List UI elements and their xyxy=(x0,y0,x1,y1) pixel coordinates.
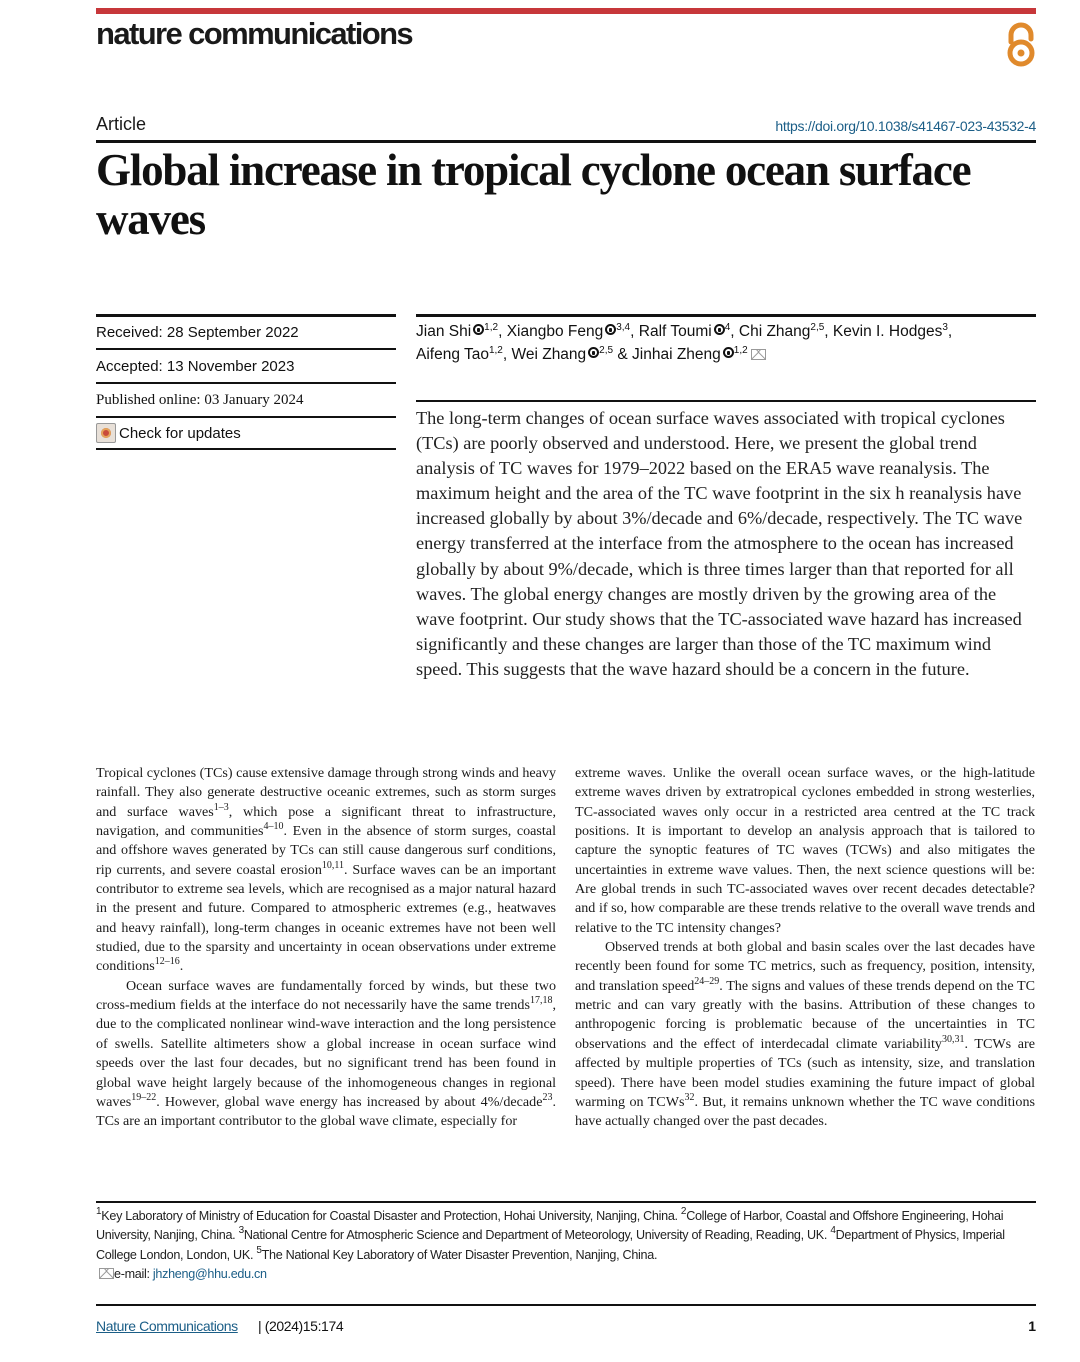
affiliations xyxy=(96,1207,1041,1285)
citation-reference[interactable]: 23 xyxy=(542,1091,553,1103)
author-affiliation-number: 4 xyxy=(724,322,731,333)
citation-reference[interactable]: 1–3 xyxy=(213,801,229,813)
author-name: Xiangbo Feng xyxy=(506,323,604,340)
page-number: 1 xyxy=(1028,1318,1036,1334)
received-date: Received: 28 September 2022 xyxy=(96,314,396,348)
abstract-divider xyxy=(416,400,1036,402)
body-paragraph: Observed trends at both global and basin scales over the last decades have recently been found for some TC metrics, such as frequency, position, intensity, and translation speed$^{24-29}$. The signs and values of these trends depend on the TC metric and can vary greatly with the basins. Attribution of these changes to anthropogenic forcing is problematic because of the uncertainties in TC observations and the effect of interdecadal climate variability$^{30,31}$. TCWs are affected by multiple properties of TCs (such as intensity, size, and translation speed). There have been model studies examining the future impact of global warming on TCWs$^{32}$. But, it remains unknown whether the TC wave conditions have actually changed over the past decades. xyxy=(575,939,1035,1130)
citation-reference[interactable]: 19–22 xyxy=(131,1091,157,1103)
title-divider xyxy=(96,140,1036,143)
journal-brand-bar xyxy=(96,8,1036,14)
footer-journal-link[interactable]: Nature Communications xyxy=(96,1318,238,1334)
author-name: Aifeng Tao xyxy=(416,346,489,363)
author[interactable] xyxy=(416,323,498,340)
check-updates-row xyxy=(96,416,396,450)
citation-reference[interactable]: 24–29 xyxy=(694,975,720,987)
orcid-icon[interactable] xyxy=(723,347,734,358)
open-access-lock-icon xyxy=(1002,22,1040,68)
author[interactable] xyxy=(416,346,503,363)
author-affiliation-number: 3 xyxy=(942,322,948,333)
affiliation-list xyxy=(96,1207,1041,1265)
footer-citation: | (2024)15:174 xyxy=(258,1318,344,1334)
published-date: Published online: 03 January 2024 xyxy=(96,382,396,416)
body-paragraph: Tropical cyclones (TCs) cause extensive damage through strong winds and heavy rainfall. They also generate destructive oceanic extremes, such as storm surges and surface waves$^{1-3}$, which pose a significant threat to infrastructure, navigation, and communities$^{4-10}$. Even in the absence of storm surges, coastal and offshore waves generated by TCs can still cause dangerous surf conditions, rip currents, and severe coastal erosion$^{10,11}$. Surface waves can be an important contributor to extreme sea levels, which are recognised as a major natural hazard in the present and future. Compared to atmospheric extremes (e.g., heatwaves and heavy rainfall), long-term changes in oceanic extremes have not been well studied, due to the sparsity and uncertainty in ocean observations under extreme conditions$^{12-16}$. xyxy=(96,765,556,975)
author-affiliation-number: 2,5 xyxy=(599,345,614,356)
citation-reference[interactable]: 32 xyxy=(684,1091,695,1103)
authors-divider xyxy=(416,314,1036,317)
orcid-icon[interactable] xyxy=(473,324,484,335)
affiliation-number: 5 xyxy=(256,1244,262,1256)
affiliation-text: Department of Physics, Imperial College London, London, UK. xyxy=(96,1228,1005,1262)
email-icon xyxy=(99,1268,114,1279)
journal-name: nature communications xyxy=(96,16,413,51)
affiliation-number: 4 xyxy=(830,1225,836,1237)
author-affiliation-number: 3,4 xyxy=(616,322,631,333)
affiliation-text: College of Harbor, Coastal and Offshore Engineering, Hohai University, Nanjing, China. xyxy=(96,1209,1004,1243)
author-name: Jinhai Zheng xyxy=(632,346,721,363)
citation-reference[interactable]: 12–16 xyxy=(154,956,180,968)
corresponding-email xyxy=(96,1265,1041,1284)
affiliation-number: 2 xyxy=(680,1206,687,1217)
affiliation-text: National Centre for Atmospheric Science and Department of Meteorology, University of Reading, Reading, UK. xyxy=(243,1228,831,1243)
body-paragraph: Ocean surface waves are fundamentally forced by winds, but these two cross-medium fields at the interface do not necessarily have the same trends$^{17,18}$, due to the complicated nonlinear wind-wave interaction and the long persistence of swells. Satellite altimeters show a global increase in ocean surface wind speeds over the last four decades, but no significant trend has been found in global wave height largely because of the inhomogeneous changes in regional waves$^{19-22}$. However, global wave energy has increased by about 4%/decade$^{23}$. TCs are an important contributor to the global wave climate, especially for xyxy=(96,977,556,1130)
citation-reference[interactable]: 4–10 xyxy=(263,821,284,833)
crossmark-icon xyxy=(96,423,116,443)
orcid-icon[interactable] xyxy=(588,347,599,358)
author[interactable] xyxy=(833,323,948,340)
citation-reference[interactable]: 10,11 xyxy=(321,859,345,871)
check-for-updates-button[interactable] xyxy=(96,423,241,443)
author-affiliation-number: 2,5 xyxy=(810,322,825,333)
accepted-date: Accepted: 13 November 2023 xyxy=(96,348,396,382)
citation-reference[interactable]: 30,31 xyxy=(941,1033,965,1045)
affiliation-text: The National Key Laboratory of Water Disaster Prevention, Nanjing, China. xyxy=(261,1247,658,1262)
body-column-left xyxy=(96,764,556,1132)
footer-divider xyxy=(96,1304,1036,1306)
article-type-label: Article xyxy=(96,114,147,134)
check-for-updates-label: Check for updates xyxy=(119,424,241,442)
body-column-right xyxy=(575,764,1035,1132)
author[interactable] xyxy=(507,323,630,340)
email-label: e-mail: xyxy=(114,1267,153,1282)
author-affiliation-number: 1,2 xyxy=(488,345,503,356)
email-link[interactable]: jhzheng@hhu.edu.cn xyxy=(152,1267,267,1282)
author[interactable] xyxy=(512,346,614,363)
affiliation-number: 3 xyxy=(238,1225,244,1237)
author-name: Chi Zhang xyxy=(738,323,811,340)
affiliation-text: Key Laboratory of Ministry of Education for Coastal Disaster and Protection, Hohai University, Nanjing, China. xyxy=(101,1209,681,1223)
author-name: Kevin I. Hodges xyxy=(832,323,943,340)
author-affiliation-number: 1,2 xyxy=(733,345,748,356)
author[interactable] xyxy=(639,323,731,340)
doi-link[interactable]: https://doi.org/10.1038/s41467-023-43532-4 xyxy=(775,118,1036,134)
abstract: The long-term changes of ocean surface waves associated with tropical cyclones (TCs) are poorly observed and understood. Here, we present the global trend analysis of TC waves for 1979–2022 based on the ERA5 wave reanalysis. The maximum height and the area of the TC wave footprint in the six h reanalysis have increased globally by about 3%/decade and 6%/decade, respectively. The TC wave energy transferred at the interface from the atmosphere to the ocean has increased globally by about 9%/decade, which is three times larger than that reported for all waves. The global energy changes are mostly driven by the growing area of the wave footprint. Our study shows that the TC-associated wave hazard has increased significantly and these changes are larger than those of the TC maximum wind speed. This suggests that the wave hazard should be a concern in the future. xyxy=(416,408,1023,679)
author[interactable] xyxy=(739,323,824,340)
author-name: Jian Shi xyxy=(416,323,472,340)
email-icon[interactable] xyxy=(751,349,766,360)
author-name: Wei Zhang xyxy=(511,346,587,363)
author-affiliation-number: 1,2 xyxy=(484,322,499,333)
article-title: Global increase in tropical cyclone ocean surface waves xyxy=(96,145,971,244)
author-name: Ralf Toumi xyxy=(638,323,712,340)
affiliation-number: 1 xyxy=(96,1206,102,1217)
article-dates xyxy=(96,314,396,450)
author-list: Jian Shi $^{1,2}$, Xiangbo Feng $^{3,4}$, Ralf Toumi $^4$, Chi Zhang$^{2,5}$, Kevin I. Hodges$^3$, Aifeng Tao$^{1,2}$, Wei Zhang $^{2,5}$ & Jinhai Zheng $^{1,2}$ xyxy=(416,322,953,363)
orcid-icon[interactable] xyxy=(714,324,725,335)
orcid-icon[interactable] xyxy=(605,324,616,335)
author[interactable] xyxy=(632,346,766,363)
affiliations-divider xyxy=(96,1201,1036,1203)
body-paragraph: extreme waves. Unlike the overall ocean surface waves, or the high-latitude extreme waves driven by extratropical cyclones embedded in strong westerlies, TC-associated waves only occur in a restricted area centred at the TC track positions. It is important to develop an analysis approach that is tailored to capture the synoptic features of TC waves (TCWs) and also mitigates the uncertainties in extreme wave values. Then, the next science questions will be: Are global trends in such TC-associated waves over recent decades detectable? and if so, how comparable are these trends relative to the overall wave trends and relative to the TC intensity changes? xyxy=(575,765,1035,936)
citation-reference[interactable]: 17,18 xyxy=(529,995,553,1007)
